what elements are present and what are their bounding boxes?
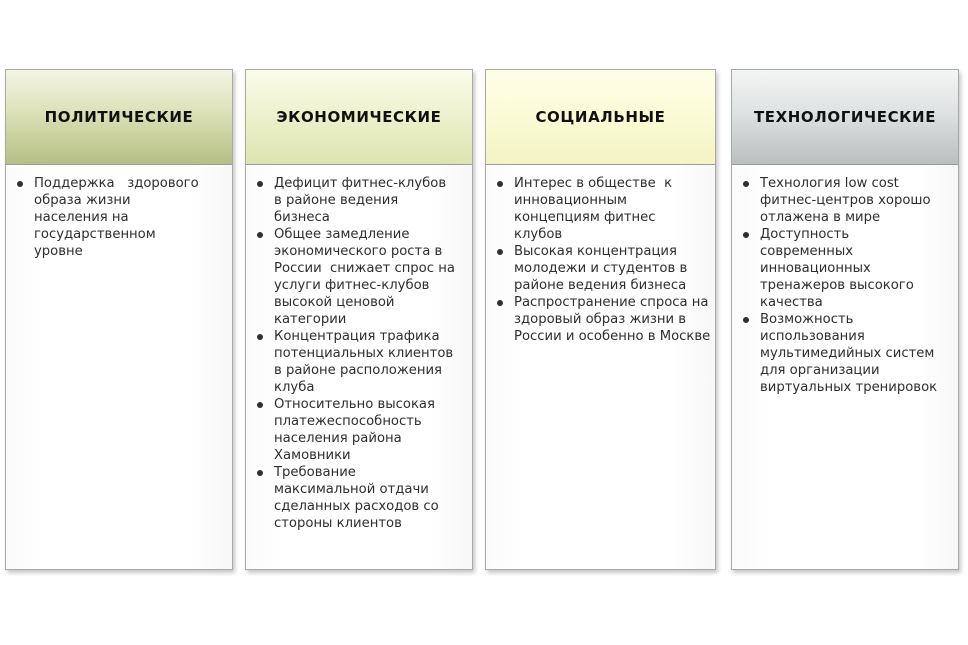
list-item-text: Интерес в обществе к инновационным концепциям фитнес клубов (514, 176, 677, 242)
bullet-dot-icon (743, 317, 749, 323)
list-item (256, 328, 464, 396)
list-item-text: Поддержка здорового образа жизни населения на государственном уровне (34, 176, 203, 259)
list-item (496, 243, 699, 294)
bullet-dot-icon (257, 334, 263, 340)
bullet-dot-icon (257, 181, 263, 187)
column-social-header (486, 70, 715, 165)
list-item (742, 175, 950, 226)
list-item-text: Относительно высокая платежеспособность населения района Хамовники (274, 397, 435, 463)
column-economic-list (246, 165, 472, 532)
column-social-title: СОЦИАЛЬНЫЕ (535, 108, 666, 126)
list-item-text: Требование максимальной отдачи сделанных расходов со стороны клиентов (274, 465, 439, 531)
column-social-list (486, 165, 715, 345)
list-item (256, 464, 454, 532)
list-item-text: Возможность использования мультимедийных систем для организации виртуальных тренировок (760, 312, 938, 395)
list-item (742, 226, 940, 311)
bullet-dot-icon (497, 300, 503, 306)
bullet-dot-icon (743, 181, 749, 187)
list-item (256, 175, 452, 226)
list-item-text: Дефицит фитнес-клубов в районе ведения бизнеса (274, 176, 447, 225)
list-item-text: Концентрация трафика потенциальных клиентов в районе расположения клуба (274, 329, 454, 395)
column-political-list (6, 165, 232, 260)
column-technological-title: ТЕХНОЛОГИЧЕСКИЕ (753, 108, 937, 126)
column-political (5, 69, 233, 570)
column-political-title: ПОЛИТИЧЕСКИЕ (44, 108, 194, 126)
bullet-dot-icon (257, 402, 263, 408)
bullet-dot-icon (497, 181, 503, 187)
bullet-dot-icon (497, 249, 503, 255)
bullet-dot-icon (743, 232, 749, 238)
column-economic-header (246, 70, 472, 165)
list-item-text: Распространение спроса на здоровый образ жизни в России и особенно в Москве (514, 295, 711, 344)
column-political-header (6, 70, 232, 165)
column-technological-list (732, 165, 958, 396)
list-item (496, 175, 689, 243)
column-social (485, 69, 716, 570)
column-technological-header (732, 70, 958, 165)
bullet-dot-icon (257, 470, 263, 476)
column-technological (731, 69, 959, 570)
column-economic-title: ЭКОНОМИЧЕСКИЕ (276, 108, 442, 126)
column-economic (245, 69, 473, 570)
list-item (742, 311, 955, 396)
list-item-text: Доступность современных инновационных тренажеров высокого качества (760, 227, 914, 310)
list-item (256, 226, 464, 328)
list-item (256, 396, 452, 464)
list-item-text: Общее замедление экономического роста в России снижает спрос на услуги фитнес-клубов высокой ценовой категории (274, 227, 460, 327)
list-item (16, 175, 204, 260)
list-item-text: Высокая концентрация молодежи и студентов в районе ведения бизнеса (514, 244, 688, 293)
list-item (496, 294, 714, 345)
bullet-dot-icon (17, 181, 23, 187)
bullet-dot-icon (257, 232, 263, 238)
list-item-text: Технология low cost фитнес-центров хорошо отлажена в мире (760, 176, 931, 225)
